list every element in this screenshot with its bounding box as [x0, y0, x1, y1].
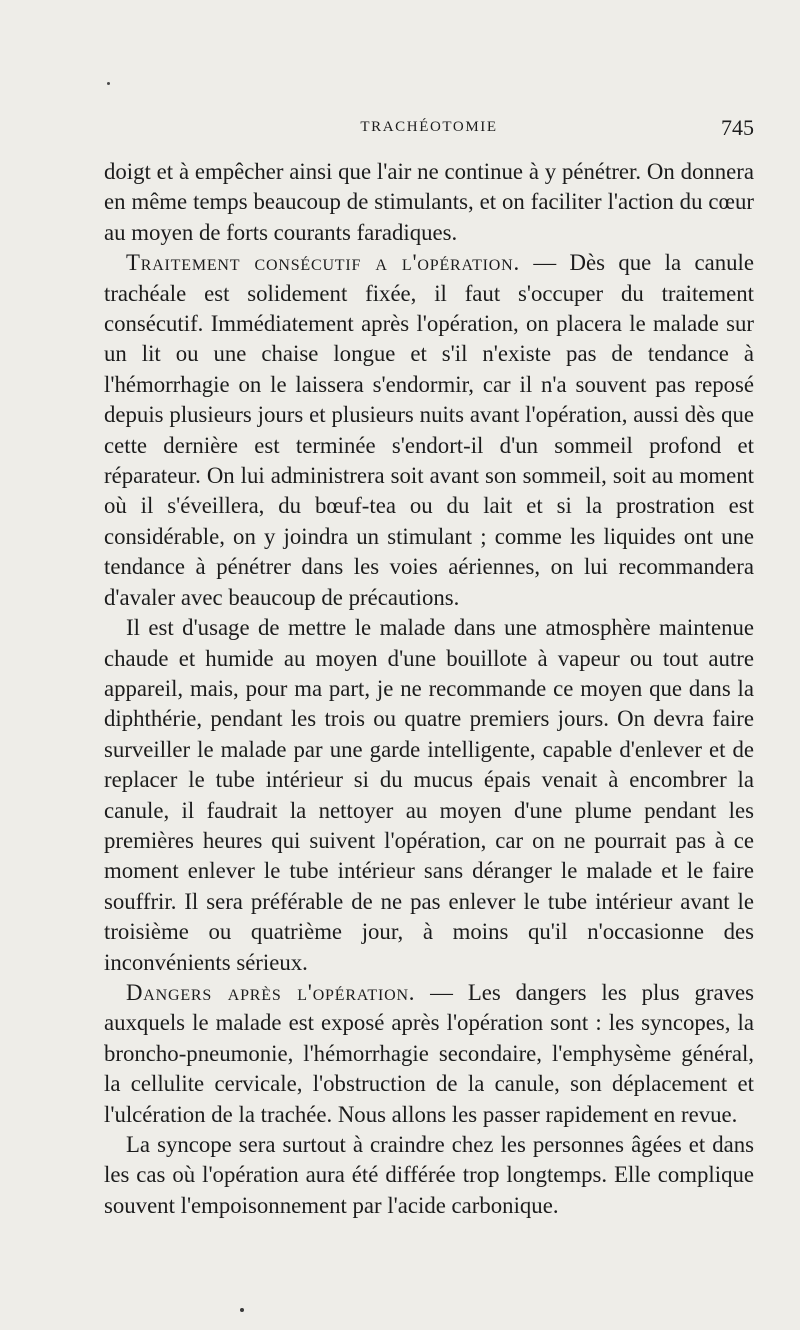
paragraph-text: — Les dangers les plus graves auxquels le malade est exposé après l'opération sont : les syncopes, la broncho-pneumonie, l'hémorrhagie secondaire, l'emphysème général, la cellulite cervicale, l'obstruction de la canule, son déplacement et l'ulcération de la trachée. Nous allons les passer rapidement en revue. — [104, 979, 754, 1127]
paragraph-continuation — [104, 157, 754, 248]
paragraph-dangers — [104, 978, 754, 1130]
running-title: TRACHÉOTOMIE — [360, 119, 498, 135]
section-lead-traitement: Traitement consécutif a l'opération. — [126, 250, 520, 276]
paragraph-atmosphere — [104, 613, 754, 978]
paragraph-text: doigt et à empêcher ainsi que l'air ne continue à y pénétrer. On donnera en même temps beaucoup de stimulants, et on faciliter l'action du cœur au moyen de forts courants faradiques. — [104, 159, 754, 245]
body-text — [104, 157, 754, 1221]
paragraph-text: Il est d'usage de mettre le malade dans une atmosphère maintenue chaude et humide au moyen d'une bouillote à vapeur ou tout autre appareil, mais, pour ma part, je ne recommande ce moyen que dans la diphthérie, pendant les trois ou quatre premiers jours. On devra faire surveiller le malade par une garde intelligente, capable d'enlever et de replacer le tube intérieur si du mucus épais venait à encombrer la canule, il faudrait la nettoyer au moyen d'une plume pendant les premières heures qui suivent l'opération, car on ne pourrait pas à ce moment enlever le tube intérieur sans déranger le malade et le faire souffrir. Il sera préférable de ne pas enlever le tube intérieur avant le troisième ou quatrième jour, à moins qu'il n'occasionne des inconvénients sérieux. — [104, 615, 754, 975]
section-lead-dangers: Dangers après l'opération. — [126, 979, 416, 1005]
page-speck — [107, 82, 110, 85]
page-number: 745 — [721, 115, 754, 140]
paragraph-text: La syncope sera surtout à craindre chez les personnes âgées et dans les cas où l'opération aura été différée trop longtemps. Elle complique souvent l'empoisonnement par l'acide carbonique. — [104, 1132, 754, 1218]
page-header — [104, 115, 754, 143]
paragraph-syncope — [104, 1130, 754, 1221]
paragraph-traitement-consecutif — [104, 248, 754, 613]
page-speck — [240, 1308, 244, 1312]
paragraph-text: — Dès que la canule trachéale est solidement fixée, il faut s'occuper du traitement consécutif. Immédiatement après l'opération, on placera le malade sur un lit ou une chaise longue et s'il n'existe pas de tendance à l'hémorrhagie on le laissera s'endormir, car il n'a souvent pas reposé depuis plusieurs jours et plusieurs nuits avant l'opération, aussi dès que cette dernière est terminée s'endort-il d'un sommeil profond et réparateur. On lui administrera soit avant son sommeil, soit au moment où il s'éveillera, du bœuf-tea ou du lait et si la prostration est considérable, on y joindra un stimulant ; comme les liquides ont une tendance à pénétrer dans les voies aériennes, on lui recommandera d'avaler avec beaucoup de précautions. — [104, 250, 754, 610]
